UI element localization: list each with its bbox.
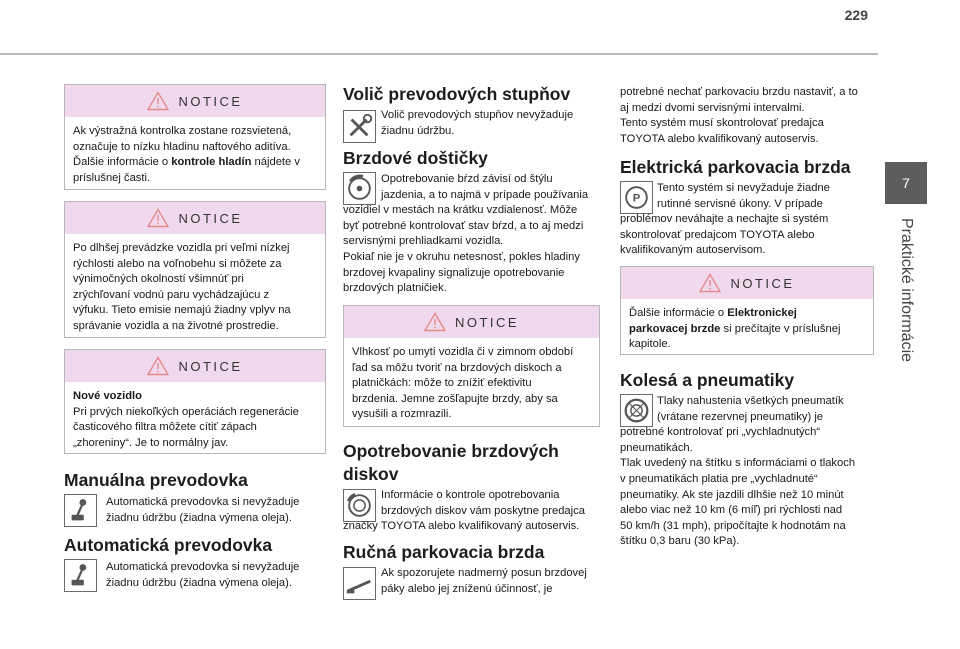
text-line: Ďalšie informácie o Elektronickej [629,307,797,319]
text-line: výnimočných okolností všimnúť pri [73,273,244,286]
text-line: skontrolovať predajcom TOYOTA alebo [620,228,815,241]
text-line: Opotrebovanie bŕzd závisí od štýlu [381,173,553,185]
text-line: Ak výstražná kontrolka zostane rozsvietená, [73,125,292,137]
warning-icon [147,356,169,376]
notice-header [621,267,873,299]
text-line: „zhoreniny“. Je to normálny jav. [73,436,229,449]
text-line: Automatická prevodovka si nevyžaduje [106,561,300,573]
notice-box-3 [64,349,326,454]
text-line: štítku 0,3 baru (30 kPa). [620,535,740,548]
text-line: 50 km/h (31 mph), pripočítajte k hodnotám na [620,519,846,532]
header-rule [0,53,878,55]
notice-header [65,202,325,234]
notice-text [621,299,873,353]
text-line: brzdových diskov vám poskytne predajca [381,504,585,517]
chapter-tab[interactable]: 7 [885,162,927,204]
text-line: Vlhkosť po umytí vozidla či v zimnom období [352,346,574,358]
text-line: potrebné kontrolovať pri „vychladnutých“ [620,426,821,439]
notice-title: NOTICE [178,358,243,374]
text-line: rýchlosti alebo na voľnobehu si môžete za [73,257,282,270]
text-line: Tento systém si nevyžaduje žiadne [657,182,830,194]
notice-header [65,85,325,117]
text-line: vysušili a rozmrazili. [352,408,452,421]
notice-header [65,350,325,382]
section-heading: Kolesá a pneumatiky [620,370,795,390]
notice-box-2 [64,201,326,338]
text-line: Informácie o kontrole opotrebovania [381,489,560,501]
text-line: jazdenia, a to najmä v prípade používania [381,188,589,201]
notice-text [344,338,599,423]
text-line: alebo viac než 10 km (6 míľ) pri rýchlosti nad [620,504,843,517]
text-line: Ak spozorujete nadmerný posun brzdovej [381,567,587,579]
bold-reference: kontrole hladín [171,156,252,169]
text-line: časticového filtra môžete cítiť zápach [73,421,257,434]
handbrake-continued-text [620,85,874,147]
notice-text [65,234,325,335]
svg-text:P: P [632,192,641,205]
text-line: výfuku. Tieto emisie nemajú žiadny vplyv na [73,304,291,317]
text-line: byť potrebné kontrolovať stav bŕzd, a to aj medzi [343,219,584,232]
text-line: Po dlhšej prevádzke vozidla pri veľmi nízkej [73,242,290,254]
heading-line: diskov [343,464,399,484]
text-line: pneumatikách. [620,441,693,454]
text-line: problémov neváhajte a nechajte si systém [620,213,829,226]
manual-text [64,495,326,526]
section-heading: Elektrická parkovacia brzda [620,157,851,177]
notice-subheading: Nové vozidlo [73,390,142,402]
text-line: žiadnu údržbu. [381,124,455,137]
notice-text [65,382,325,451]
text-line: žiadnu údržbu (žiadna výmena oleja). [106,576,292,589]
handbrake-text [343,566,600,597]
text-line: platničkách: môže to znížiť efektivitu [352,377,532,390]
notice-header [344,306,599,338]
notice-box-5 [620,266,874,355]
text-line: kapitole. [629,338,671,351]
text-line: Pokiaľ nie je v okruhu netesnosť, pokles hladiny [343,250,580,263]
text-line: Pri prvých niekoľkých operáciách regenerácie [73,405,299,418]
epb-text [620,181,874,259]
text-line: Tlaky nahustenia všetkých pneumatík [657,395,844,407]
section-heading: Brzdové doštičky [343,148,488,168]
section-heading: Automatická prevodovka [64,535,273,555]
selector-text [343,108,600,139]
warning-icon [699,273,721,293]
page-number: 229 [844,7,868,23]
discs-text [343,488,600,535]
text-line: v pneumatikách platia pre „vychladnuté“ [620,472,818,485]
text-line: správanie vozidla a na životné prostredie. [73,319,279,332]
notice-text [65,117,325,186]
notice-box-1 [64,84,326,190]
text-line: (vrátane rezervnej pneumatiky) je [657,410,824,423]
text-line: vozidiel v mestách na krátku vzdialenosť. Môže [343,204,578,217]
text-line: brzdenia. Jemne zošľapujte brzdy, aby sa [352,392,558,405]
text-line: brzdovej kvapaliny signalizuje opotrebovanie [343,266,565,279]
text-line: príslušnej časti. [73,171,151,184]
text-line: označuje to nízku hladinu naftového aditíva. [73,140,291,153]
text-line: potrebné nechať parkovaciu brzdu nastaviť, a to [620,86,858,98]
text-line: páky alebo jej zníženú účinnosť, je [381,582,553,595]
text-line: pneumatiky. Ak ste jazdili dlhšie než 10 minút [620,488,844,501]
section-heading: Volič prevodových stupňov [343,84,571,104]
text-line: ľad sa môžu tvoriť na brzdových diskoch a [352,361,562,374]
text-line: Ďalšie informácie o kontrole hladín nájdete v [73,156,300,169]
automatic-text [64,560,326,591]
pads-text [343,172,600,297]
text-line: Tento systém musí skontrolovať predajca [620,117,824,130]
text-line: servisnými prehliadkami vozidla. [343,235,504,248]
bold-reference: Elektronickej [727,307,797,319]
bold-reference: parkovacej brzde [629,322,721,335]
text-line: zrýchľovaní vodnú paru vychádzajúcu z [73,288,270,301]
text-line: parkovacej brzde si prečítajte v príslušnej [629,322,841,335]
wheels-text [620,394,874,550]
notice-title: NOTICE [454,314,520,330]
text-line: Tlak uvedený na štítku s informáciami o tlakoch [620,457,856,470]
text-line: značky TOYOTA alebo kvalifikovaný autoservis. [343,520,580,533]
text-line: Automatická prevodovka si nevyžaduje [106,496,300,508]
warning-icon [147,91,169,111]
text-line: TOYOTA alebo kvalifikovaný autoservis. [620,132,819,145]
chapter-title: Praktické informácie [898,217,915,363]
notice-title: NOTICE [730,275,795,291]
text-line: aj medzi dvomi servisnými intervalmi. [620,101,805,114]
warning-icon [424,312,446,332]
text-line: brzdových platničiek. [343,282,447,295]
notice-box-4 [343,305,600,427]
heading-line: Opotrebovanie brzdových [343,441,559,461]
text-line: Volič prevodových stupňov nevyžaduje [381,109,574,121]
section-heading [343,440,559,486]
text-line: žiadnu údržbu (žiadna výmena oleja). [106,511,292,524]
text-line: rutinné servisné úkony. V prípade [657,197,823,210]
text-line: kvalifikovaným autoservisom. [620,244,766,257]
section-heading: Ručná parkovacia brzda [343,542,545,562]
notice-title: NOTICE [178,210,243,226]
warning-icon [147,208,169,228]
section-heading: Manuálna prevodovka [64,470,248,490]
notice-title: NOTICE [178,93,243,109]
